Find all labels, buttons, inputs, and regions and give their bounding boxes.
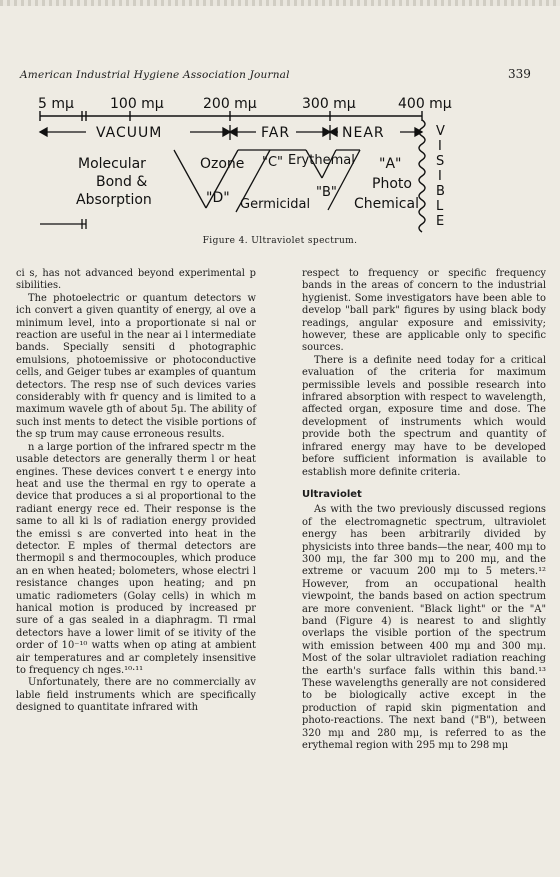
visible-letter: I: [438, 139, 442, 154]
section-heading: Ultraviolet: [302, 488, 362, 500]
visible-letter: I: [438, 169, 442, 184]
paragraph: n a large portion of the infrared spectr m the usable detectors are generally therm l or heat engines. These devices convert t e energy into heat and use the thermal en rgy to operate a device that produces a si al proportional to the radiant energy rece ed. Their response is the same to all ki ls of radiation energy provided the emissi s are converted into heat in the detector. E mples of thermal detectors are thermopil s and thermocouples, which produce an en when heated; bolometers, whose electri l resistance changes upon heating; and pn umatic radiometers (Golay cells) in which m hanical motion is produced by increased pr sure of a gas sealed in a diaphragm. Tl rmal detectors have a lower limit of se itivity of the order of 10⁻¹⁰ watts when op ating at ambient air temperatures and ar completely insensitive to frequency ch nges.¹⁰·¹¹: [16, 441, 256, 676]
spectrum-diagram: [30, 92, 550, 234]
wl-5: 5 mμ: [38, 96, 74, 112]
scan-edge: [0, 0, 560, 6]
region-germicidal: Germicidal: [240, 197, 311, 212]
wl-100: 100 mμ: [110, 96, 164, 112]
journal-title: American Industrial Hygiene Association Journal: [20, 69, 290, 81]
visible-letter: L: [436, 199, 444, 214]
page-number: 339: [508, 67, 531, 81]
paragraph: The photoelectric or quantum detectors w ich convert a given quantity of energy, al ove a minimum level, into a proportionate si nal or reaction are useful in the near ai l intermediate bands. Specially sensiti d photographic emulsions, photoemissive or photoconductive cells, and Geiger tubes ar examples of quantum detectors. The resp nse of such devices varies considerably with fr quency and is limited to a maximum wavele gth of about 5μ. The ability of such inst ments to detect the visible portions of the sp trum may cause erroneous results.: [16, 292, 256, 441]
region-chemical: Chemical: [354, 196, 419, 212]
band-far: FAR: [261, 125, 291, 141]
region-molecular-1: Molecular: [78, 156, 146, 172]
paragraph: ci s, has not advanced beyond experimental p sibilities.: [16, 268, 256, 292]
band-vacuum: VACUUM: [96, 125, 163, 141]
paragraph: There is a definite need today for a critical evaluation of the criteria for maximum permissible levels and possible research into infrared absorption with respect to wavelength, affected organ, exposure time and dose. The development of instruments which would provide both the spectrum and quantity of infrared energy may have to be developed before sufficient information is available to establish more definite criteria.: [302, 354, 546, 478]
region-erythemal: Erythemal: [288, 153, 355, 168]
scale-line: [40, 111, 422, 121]
right-column: [302, 268, 546, 752]
paragraph: As with the two previously discussed regions of the electromagnetic spectrum, ultraviolet energy has been arbitrarily divided by physicists into three bands—the near, 400 mμ to 300 mμ, the far 300 mμ to 200 mμ, and the extreme or vacuum 200 mμ to 5 meters.¹² However, from an occupational health viewpoint, the bands based on action spectrum are more convenient. "Black light" or the "A" band (Figure 4) is nearest to and slightly overlaps the visible portion of the spectrum with emission between 400 mμ and 300 mμ. Most of the solar ultraviolet radiation reaching the earth's surface falls within this band.¹³ These wavelengths generally are not considered to be biologically active except in the production of rapid skin pigmentation and photo-reactions. The next band ("B"), between 320 mμ and 280 mμ, is referred to as the erythemal region with 295 mμ to 298 mμ: [302, 504, 546, 752]
ultraviolet-spectrum-figure: [30, 92, 550, 234]
region-molecular-3: Absorption: [76, 192, 152, 208]
paragraph: Unfortunately, there are no commercially av lable field instruments which are specifically designed to quantitate infrared with: [16, 677, 256, 714]
paragraph: respect to frequency or specific frequency bands in the areas of concern to the industrial hygienist. Some investigators have been able to develop "ball park" figures by using black body readings, angular exposure and emissivity; however, these are applicable only to specific sources.: [302, 268, 546, 354]
visible-letter: E: [436, 214, 445, 229]
region-ozone: Ozone: [200, 156, 245, 172]
left-column: [16, 268, 256, 715]
region-d: "D": [206, 190, 230, 206]
visible-boundary-wave: [419, 120, 425, 232]
figure-caption: Figure 4. Ultraviolet spectrum.: [202, 236, 358, 246]
band-near: NEAR: [342, 125, 385, 141]
region-a: "A": [379, 156, 402, 172]
wl-400: 400 mμ: [398, 96, 452, 112]
visible-letter: S: [436, 154, 445, 169]
visible-letter: B: [436, 184, 445, 199]
wl-300: 300 mμ: [302, 96, 356, 112]
region-molecular-2: Bond &: [96, 174, 148, 190]
wl-200: 200 mμ: [203, 96, 257, 112]
visible-letter: V: [436, 124, 445, 139]
region-c: "C": [262, 155, 284, 170]
visible-label: [436, 124, 445, 229]
region-photo: Photo: [372, 176, 412, 192]
region-b: "B": [316, 185, 337, 200]
